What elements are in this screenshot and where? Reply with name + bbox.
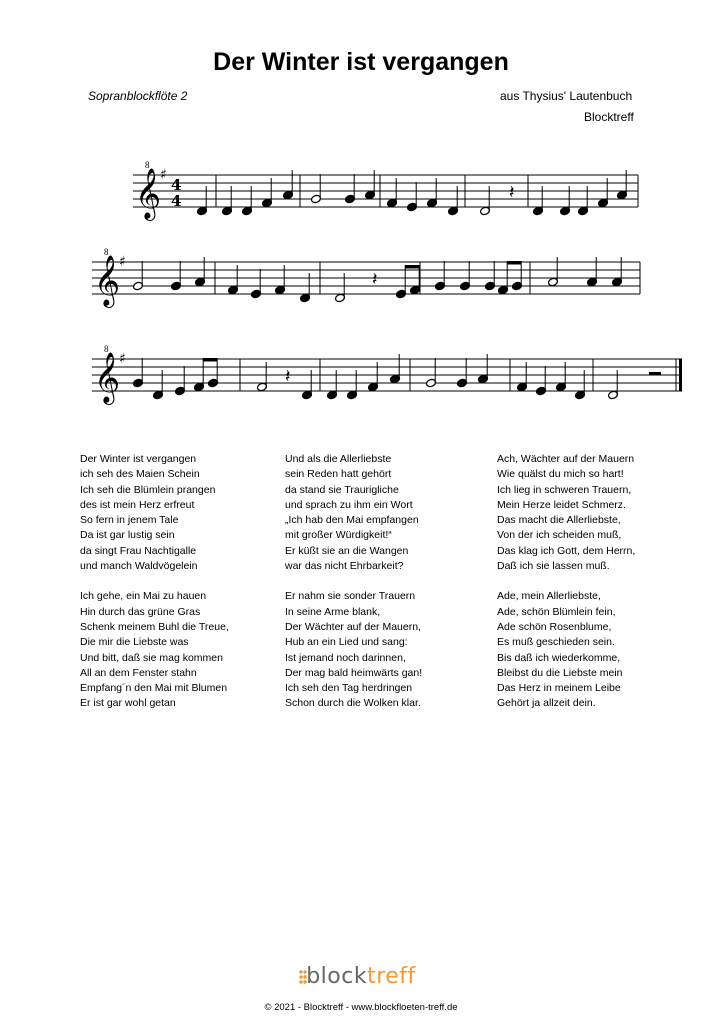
lyric-line: Ich gehe, ein Mai zu hauen [80,590,207,603]
lyric-line: Der Wächter auf der Mauern, [285,620,421,633]
quarter-rest-icon: 𝄽 [285,366,291,387]
sharp-icon: ♯ [160,167,167,183]
octave-mark: 8 [104,247,109,257]
publisher-label: Blocktreff [584,110,634,124]
lyric-line: Ist jemand noch darinnen, [285,651,406,664]
lyric-line: All an dem Fenster stahn [80,666,197,679]
lyric-line: Ich seh die Blümlein prangen [80,483,216,496]
lyrics-stanza [285,589,422,711]
lyric-line: Bleibst du die Liebste mein [497,666,623,679]
lyric-line: des ist mein Herz erfreut [80,498,195,511]
lyric-line: Ich seh den Tag herdringen [285,682,413,695]
lyric-line: Bis daß ich wiederkomme, [497,651,621,664]
source-label: aus Thysius' Lautenbuch [500,89,633,103]
lyric-line: Und bitt, daß sie mag kommen [80,651,223,664]
lyric-line: da singt Frau Nachtigalle [80,544,197,557]
lyric-line: und manch Waldvögelein [80,560,198,573]
note-beam [405,265,419,269]
music-staff-2 [0,242,722,332]
lyric-line: Das klag ich Gott, dem Herrn, [497,544,636,557]
lyric-line: Von der ich scheiden muß, [497,529,622,542]
lyric-line: Der Winter ist vergangen [80,453,197,465]
lyric-line: war das nicht Ehrbarkeit? [285,560,404,573]
final-bar-line [679,359,682,391]
lyric-line: da stand sie Traurigliche [285,483,399,496]
lyric-line: Ade, mein Allerliebste, [497,590,601,603]
lyric-line: So fern in jenem Tale [80,514,179,527]
lyric-line: Wie quälst du mich so hart! [497,468,624,481]
music-staff-3 [0,339,722,429]
music-staff-1 [0,155,722,245]
time-signature: 4 [171,192,182,210]
lyric-line: mit großer Würdigkeit!“ [285,529,392,542]
lyric-line: Mein Herze leidet Schmerz. [497,498,626,511]
lyric-line: Er küßt sie an die Wangen [285,544,409,557]
treble-clef-icon: 𝄞 [94,255,121,306]
lyric-line: Die mir die Liebste was [80,636,189,649]
lyric-line: Gehört ja allzeit dein. [497,697,596,710]
footer-copyright: © 2021 - Blocktreff - www.blockfloeten-treff.de [264,1002,458,1013]
note-beam [507,261,521,265]
lyric-line: In seine Arme blank, [285,605,381,618]
lyrics-column-1 [80,452,229,727]
lyrics-column-2 [285,452,422,727]
octave-mark: 8 [104,344,109,354]
lyric-line: Daß ich sie lassen muß. [497,560,610,573]
instrument-label: Sopranblockflöte 2 [88,89,188,103]
blocktreff-logo: blocktreff [306,964,416,989]
lyrics-stanza [80,452,229,574]
lyric-line: und sprach zu ihm ein Wort [285,498,413,511]
lyric-line: Schenk meinem Buhl die Treue, [80,620,229,633]
lyric-line: Das macht die Allerliebste, [497,514,621,527]
lyric-line: „Ich hab den Mai empfangen [285,514,419,527]
page-title: Der Winter ist vergangen [213,48,509,76]
note-beam [203,358,217,362]
lyric-line: Ich lieg in schweren Trauern, [497,483,632,496]
lyric-line: Ach, Wächter auf der Mauern [497,453,635,465]
lyrics-stanza [80,589,229,711]
octave-mark: 8 [145,160,150,170]
lyrics-stanza [285,452,422,574]
lyric-line: Hub an ein Lied und sang: [285,636,408,649]
quarter-rest-icon: 𝄽 [509,182,515,203]
lyric-line: Hin durch das grüne Gras [80,605,201,618]
lyrics-column-3 [497,452,635,727]
lyric-line: Der mag bald heimwärts gan! [285,666,423,679]
lyric-line: Er nahm sie sonder Trauern [285,590,416,603]
time-signature: 4 [171,176,182,194]
sharp-icon: ♯ [119,254,126,270]
lyric-line: ich seh des Maien Schein [80,468,200,481]
lyric-line: Ade schön Rosenblume, [497,620,612,633]
lyric-line: Empfang´n den Mai mit Blumen [80,682,228,695]
treble-clef-icon: 𝄞 [94,352,121,403]
lyric-line: Und als die Allerliebste [285,453,392,465]
sharp-icon: ♯ [119,351,126,367]
lyric-line: Er ist gar wohl getan [80,697,176,710]
lyric-line: Ade, schön Blümlein fein, [497,605,616,618]
treble-clef-icon: 𝄞 [135,168,162,219]
quarter-rest-icon: 𝄽 [372,269,378,290]
lyric-line: Das Herz in meinem Leibe [497,682,621,695]
lyrics-stanza [497,589,635,711]
lyrics-stanza [497,452,635,574]
lyric-line: Da ist gar lustig sein [80,529,175,542]
half-rest-icon [649,372,661,375]
lyric-line: Es muß geschieden sein. [497,636,615,649]
lyric-line: Schon durch die Wolken klar. [285,697,421,710]
lyric-line: sein Reden hatt gehört [285,468,392,481]
